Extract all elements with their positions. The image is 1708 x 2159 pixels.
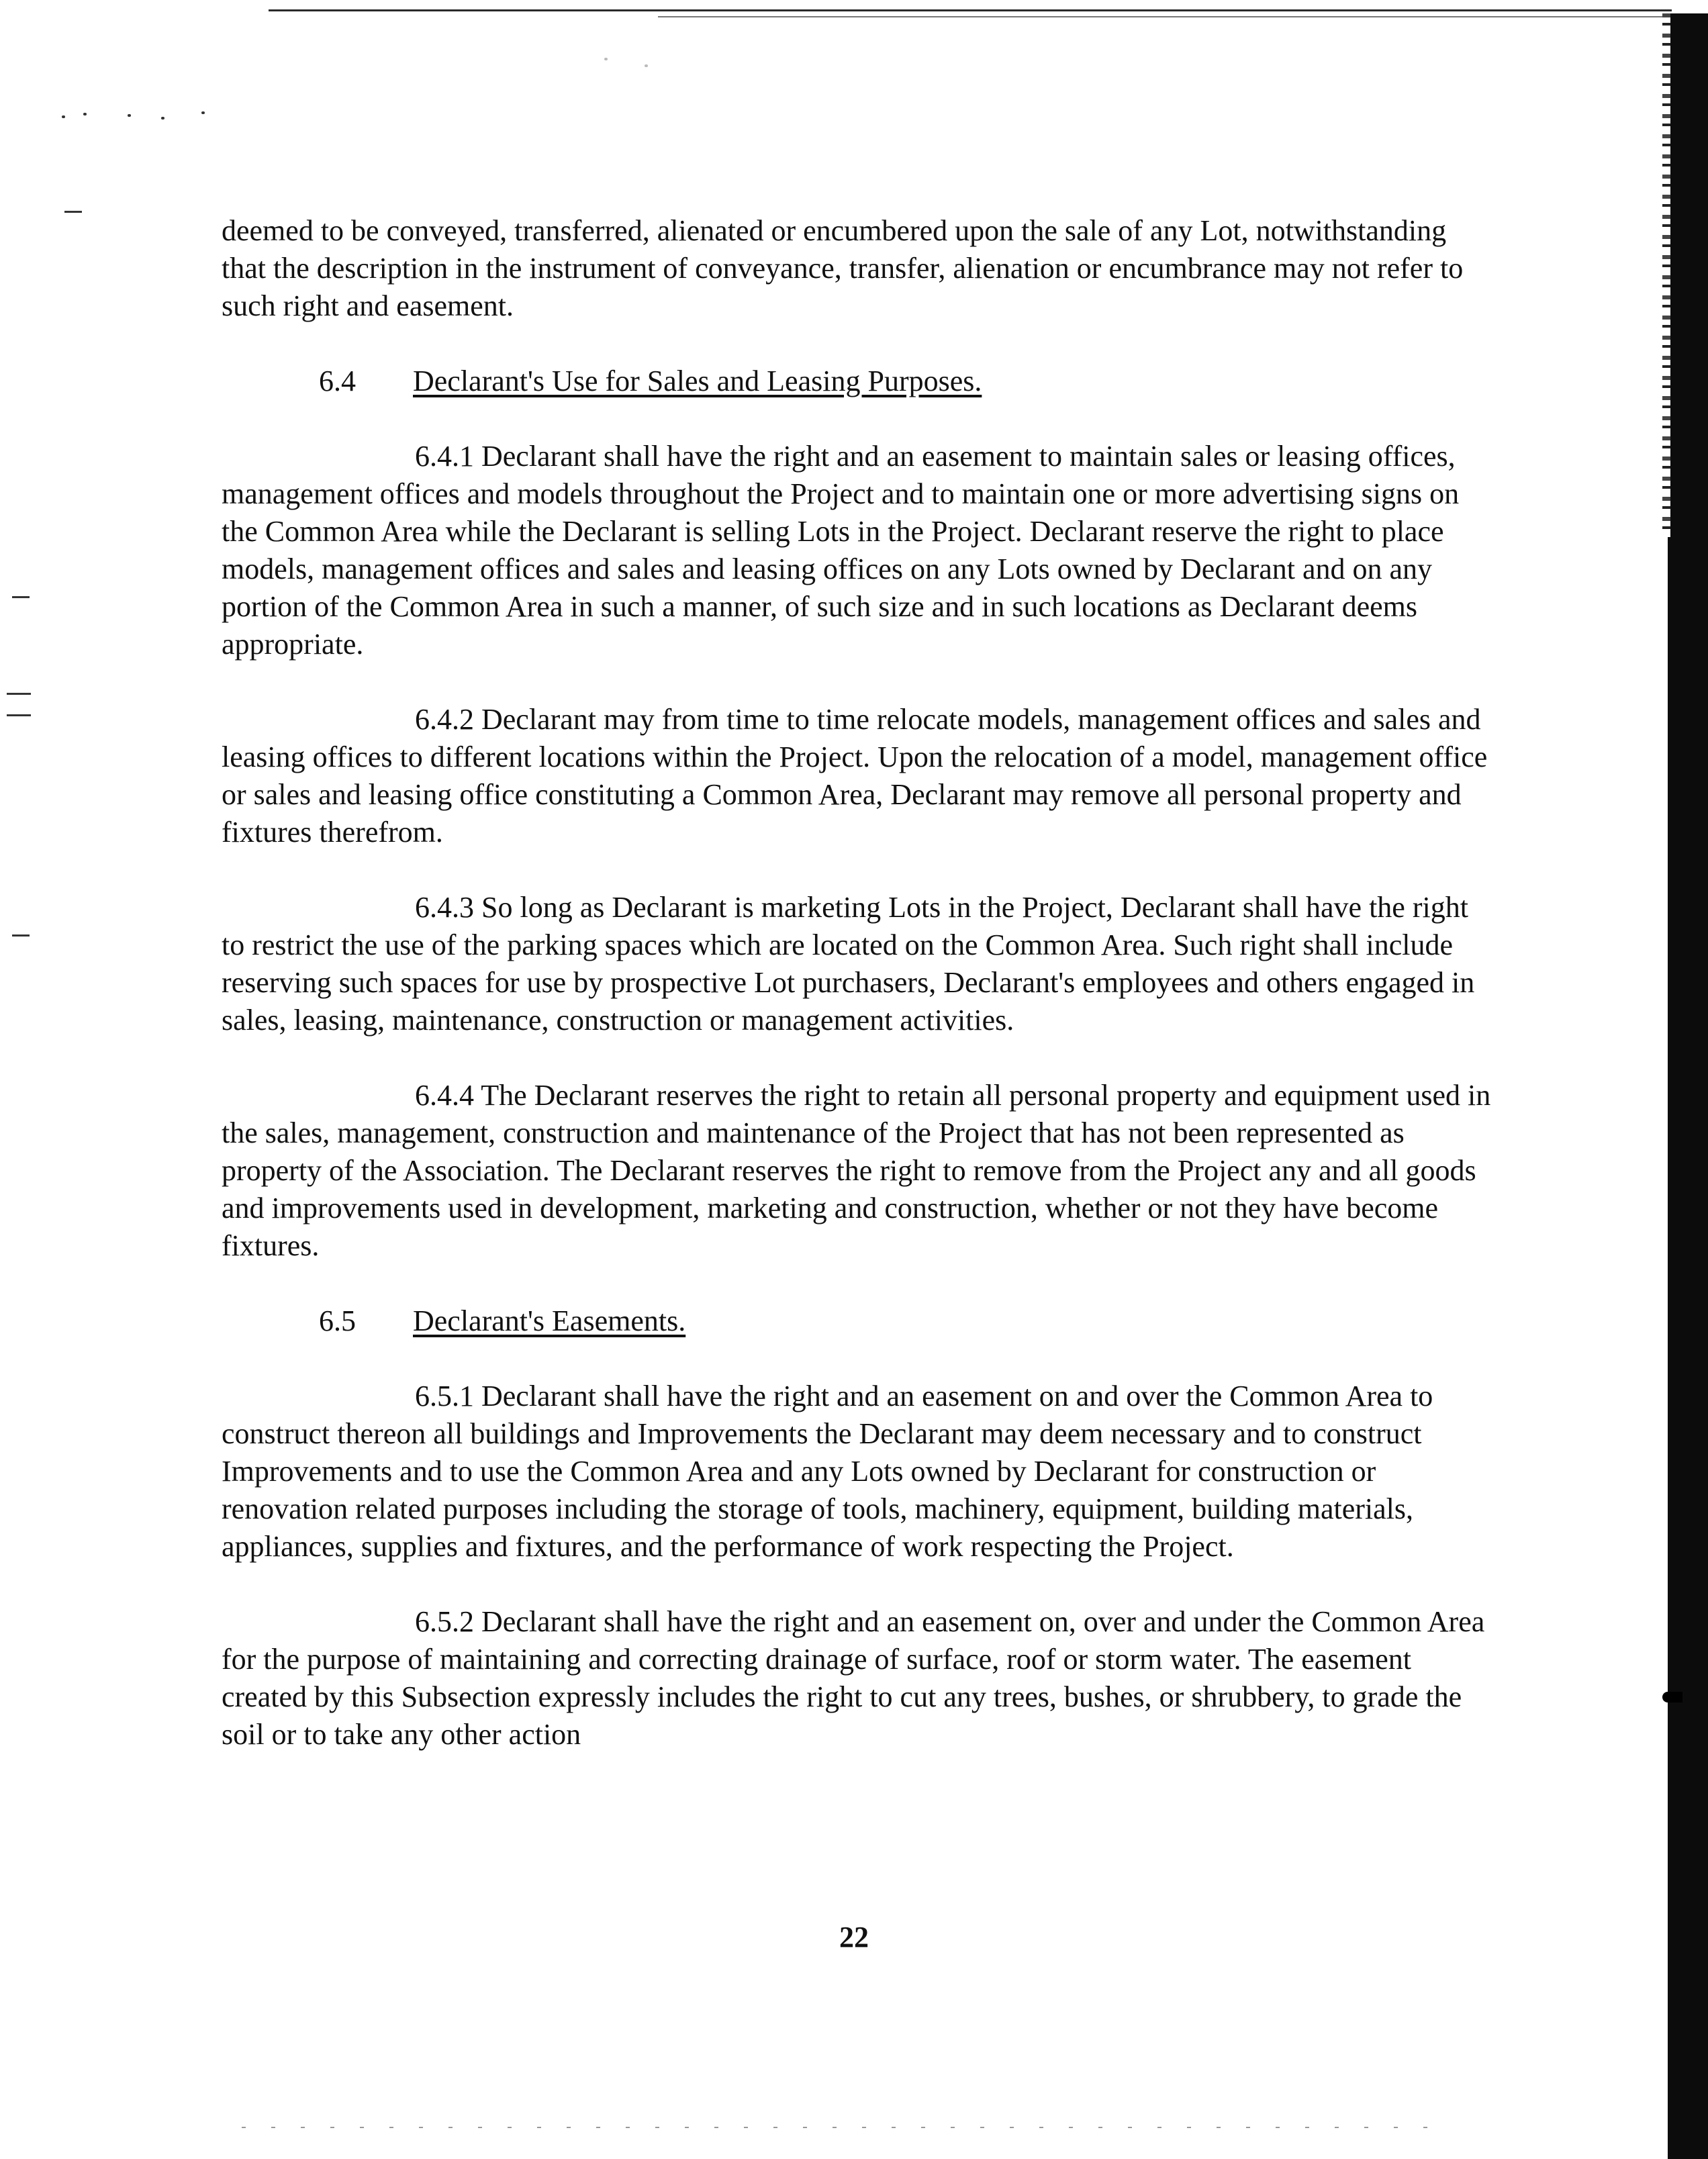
subsection-number: 6.4.2: [415, 703, 474, 736]
scan-speck: [161, 117, 164, 119]
page-number: 22: [839, 1921, 869, 1954]
opening-paragraph: deemed to be conveyed, transferred, alienated or encumbered upon the sale of any Lot, notwithstanding that the description in the instrument of conveyance, transfer, alienation or encumbrance may not refer to such right and easement.: [222, 214, 1464, 322]
scan-speck: [201, 111, 205, 114]
subsection-6-4-4: [222, 1077, 1497, 1265]
margin-mark: [7, 693, 31, 695]
subsection-text: The Declarant reserves the right to retain all personal property and equipment used in the sales, management, construction and maintenance of the Project that has not been represented as property of the Association. The Declarant reserves the right to remove from the Project any and all goods and improvements used in development, marketing and construction, whether or not they have become fixtures.: [222, 1079, 1491, 1262]
section-heading-6-5: [222, 1302, 1497, 1340]
scan-speck: [62, 115, 65, 118]
section-heading-6-4: [222, 363, 1497, 400]
scan-speck: [604, 58, 608, 60]
section-title: Declarant's Easements.: [413, 1304, 686, 1337]
subsection-number: 6.5.2: [415, 1605, 474, 1638]
scan-speck: [83, 113, 87, 115]
margin-mark: [12, 596, 30, 598]
scan-bottom-dots: [242, 2127, 1450, 2128]
subsection-6-4-3: [222, 889, 1497, 1039]
scan-top-rule: [269, 9, 1672, 11]
margin-mark: [12, 934, 30, 937]
section-number: 6.4: [319, 365, 356, 397]
scan-speck: [645, 64, 648, 67]
subsection-text: Declarant shall have the right and an easement on, over and under the Common Area for the purpose of maintaining and correcting drainage of surface, roof or storm water. The easement created by this Subsection expressly includes the right to cut any trees, bushes, or shrubbery, to grade the soil or to take any other action: [222, 1605, 1485, 1751]
subsection-text: Declarant shall have the right and an easement to maintain sales or leasing offices, management offices and models throughout the Project and to maintain one or more advertising signs on the Common Area while the Declarant is selling Lots in the Project. Declarant reserve the right to place models, management offices and sales and leasing offices on any Lots owned by Declarant and on any portion of the Common Area in such a manner, of such size and in such locations as Declarant deems appropriate.: [222, 440, 1460, 661]
scan-right-edge: [1668, 13, 1708, 2159]
section-number: 6.5: [319, 1304, 356, 1337]
subsection-6-4-1: [222, 438, 1497, 663]
subsection-text: So long as Declarant is marketing Lots in the Project, Declarant shall have the right to restrict the use of the parking spaces which are located on the Common Area. Such right shall include reserving such spaces for use by prospective Lot purchasers, Declarant's employees and others engaged in sales, leasing, maintenance, construction or management activities.: [222, 891, 1475, 1037]
scan-right-edge-fray: [1662, 13, 1670, 537]
scan-speck: [128, 114, 131, 117]
subsection-text: Declarant may from time to time relocate models, management offices and sales and leasing offices to different locations within the Project. Upon the relocation of a model, management office or sales and leasing office constituting a Common Area, Declarant may remove all personal property and fixtures therefrom.: [222, 703, 1488, 849]
subsection-6-5-2: [222, 1603, 1497, 1754]
subsection-number: 6.4.1: [415, 440, 474, 473]
margin-mark: [64, 211, 82, 213]
section-title: Declarant's Use for Sales and Leasing Purposes.: [413, 365, 982, 397]
scan-top-rule-faint: [658, 16, 1672, 17]
subsection-text: Declarant shall have the right and an easement on and over the Common Area to construct thereon all buildings and Improvements the Declarant may deem necessary and to construct Improvements and to use the Common Area and any Lots owned by Declarant for construction or renovation related purposes including the storage of tools, machinery, equipment, building materials, appliances, supplies and fixtures, and the performance of work respecting the Project.: [222, 1380, 1433, 1563]
subsection-6-4-2: [222, 701, 1497, 851]
subsection-number: 6.4.4: [415, 1079, 474, 1112]
subsection-number: 6.5.1: [415, 1380, 474, 1412]
document-body: [222, 212, 1497, 1754]
scan-right-notch: [1662, 1692, 1682, 1702]
margin-mark: [7, 714, 31, 716]
subsection-number: 6.4.3: [415, 891, 474, 924]
subsection-6-5-1: [222, 1378, 1497, 1566]
